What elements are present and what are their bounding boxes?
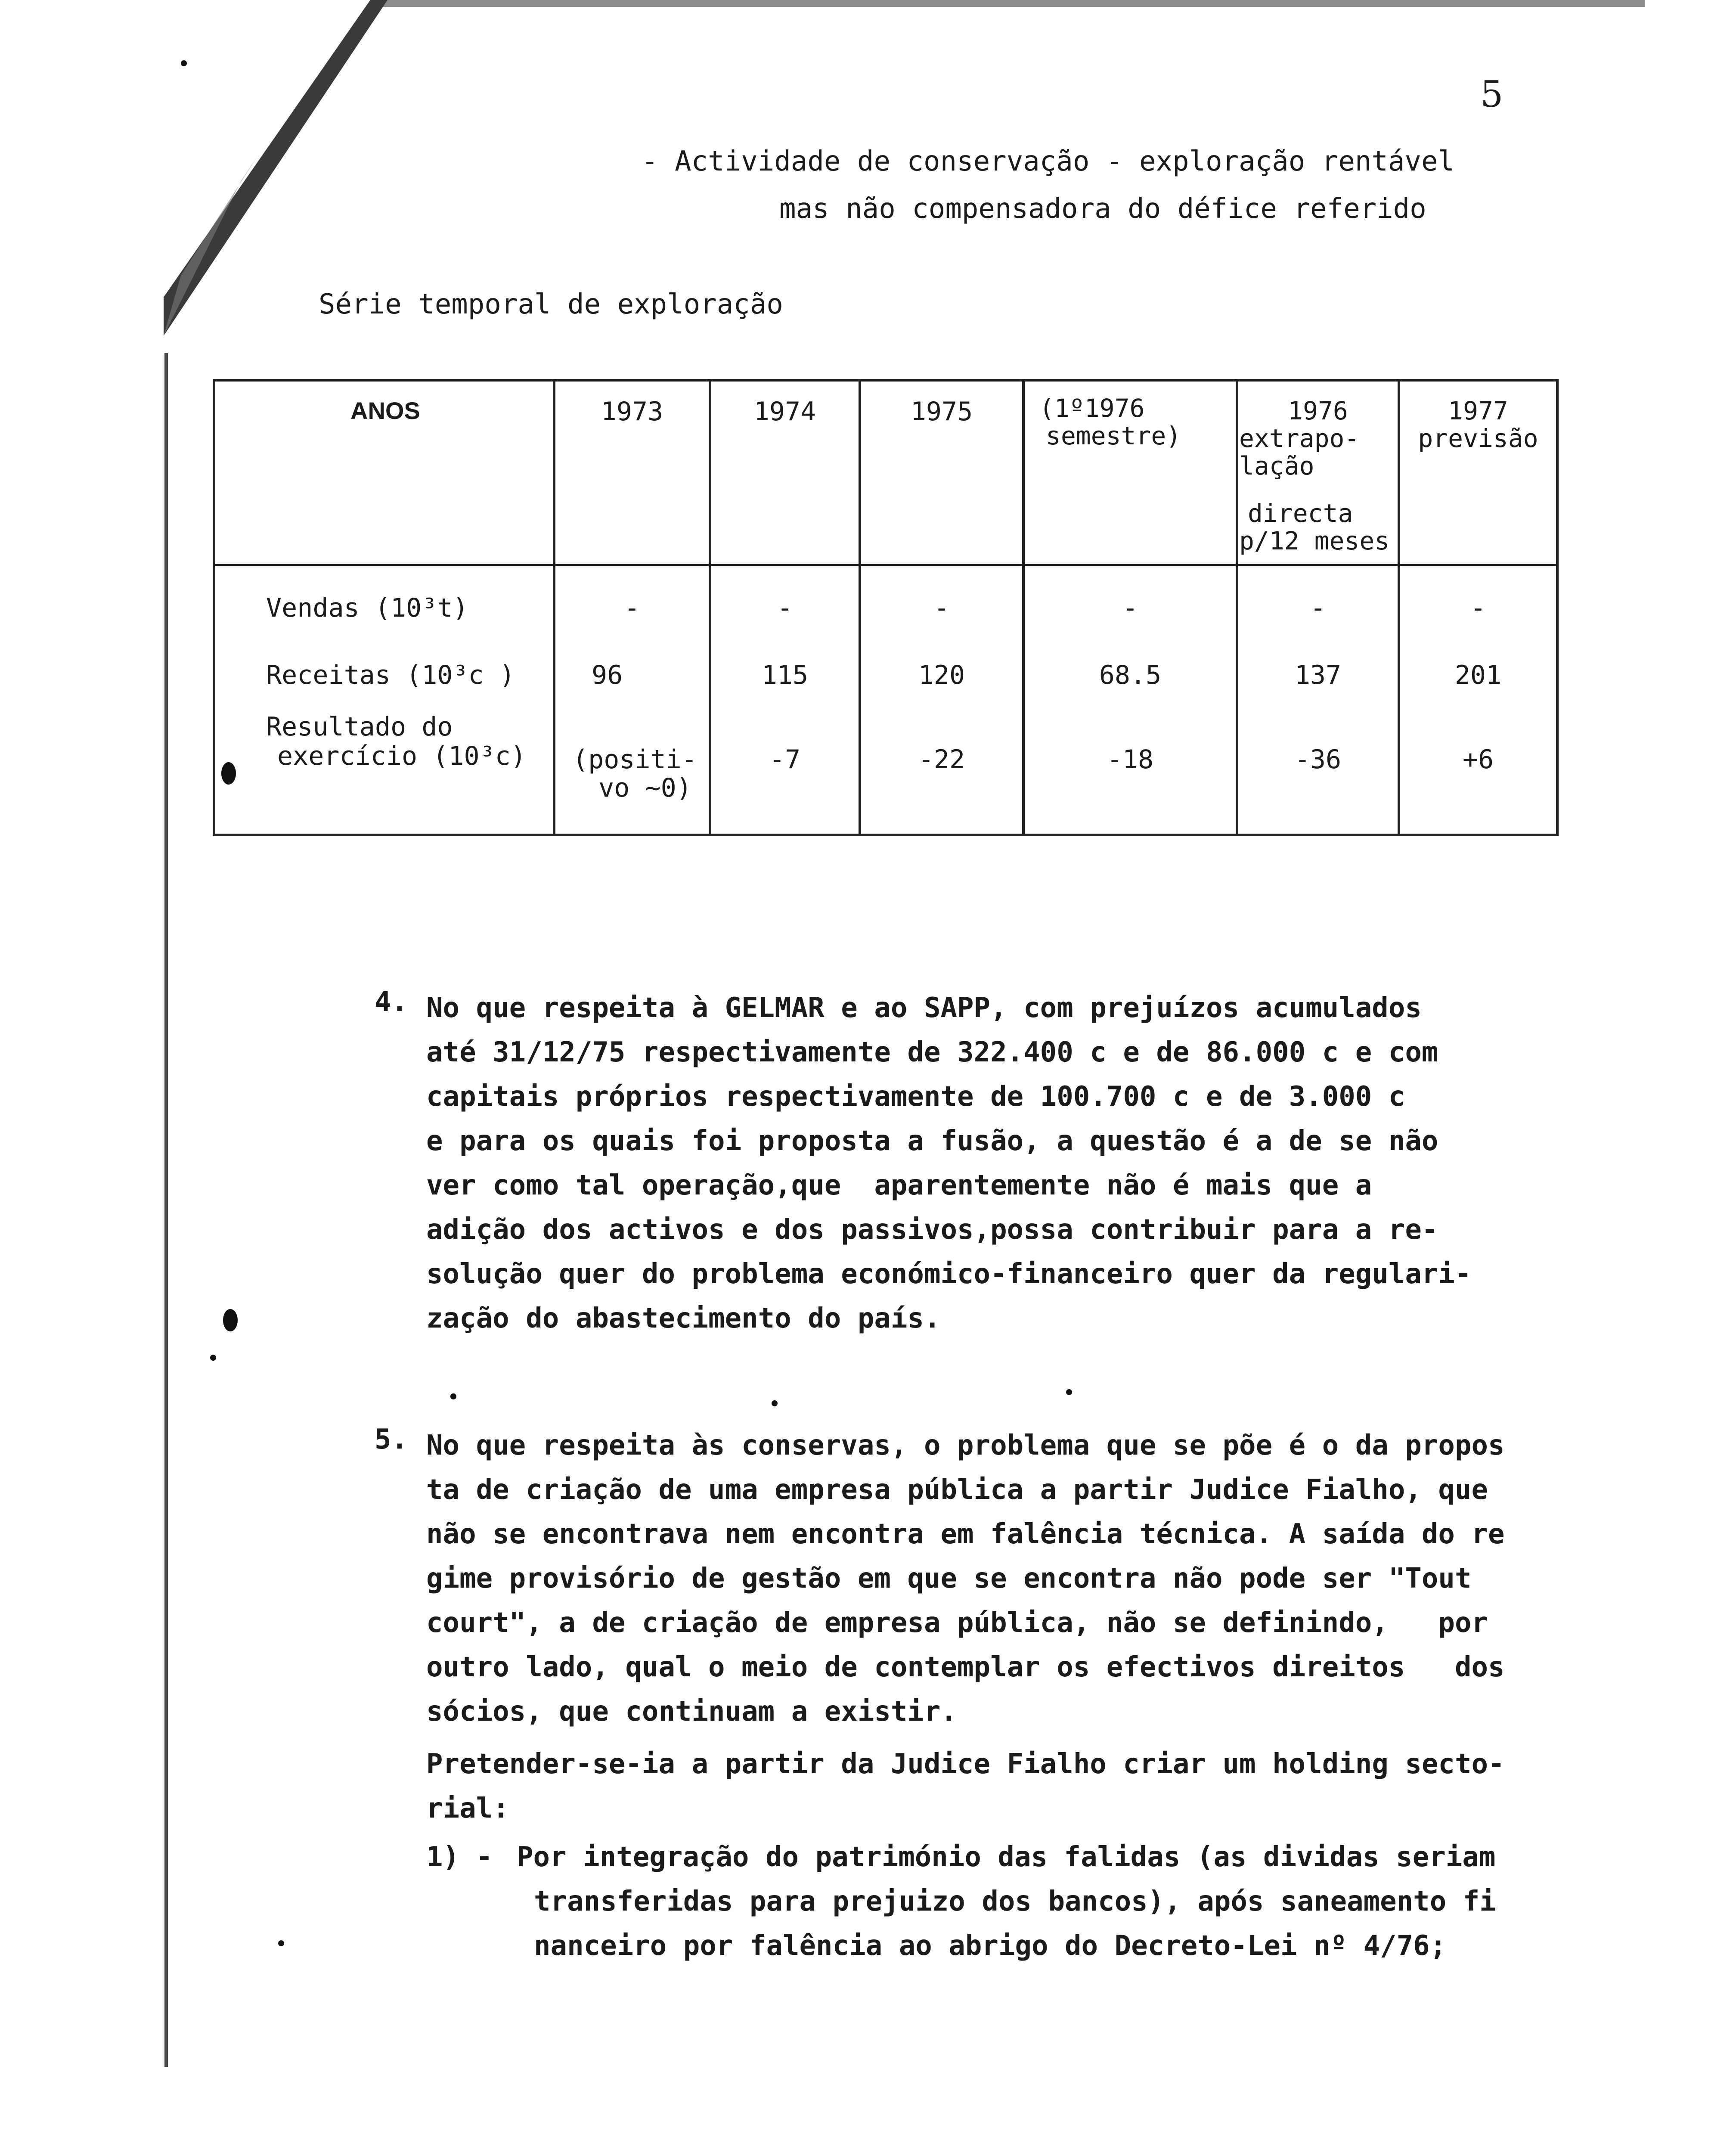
table-rule bbox=[213, 834, 1559, 836]
table-cell: - bbox=[777, 593, 793, 623]
intro-line: - Actividade de conservação - exploração rentável bbox=[642, 146, 1455, 177]
series-title: Série temporal de exploração bbox=[319, 289, 783, 320]
table-cell: 96 bbox=[592, 660, 623, 690]
section-number: 5. bbox=[375, 1424, 408, 1455]
table-cell: +6 bbox=[1462, 745, 1494, 775]
text-line: até 31/12/75 respectivamente de 322.400 c e de 86.000 c e com bbox=[426, 1036, 1438, 1068]
header-1976-extrap: extrapo- bbox=[1239, 424, 1360, 453]
exploration-table bbox=[213, 379, 1559, 836]
table-cell: - bbox=[1122, 593, 1138, 623]
row-label-vendas: Vendas (10³t) bbox=[266, 593, 468, 623]
pretender-paragraph bbox=[426, 1742, 1505, 1831]
scan-speck bbox=[772, 1400, 778, 1406]
header-1977: 1977 bbox=[1448, 396, 1508, 425]
table-cell: - bbox=[624, 593, 640, 623]
text-line: sócios, que continuam a existir. bbox=[426, 1696, 957, 1728]
text-line: não se encontrava nem encontra em falência técnica. A saída do re bbox=[426, 1518, 1505, 1550]
table-cell: -7 bbox=[769, 745, 801, 775]
table-cell: - bbox=[1470, 593, 1486, 623]
text-line: Por integração do património das falidas (as dividas seriam bbox=[517, 1841, 1496, 1873]
table-cell: 115 bbox=[761, 660, 809, 690]
scan-speck bbox=[1066, 1389, 1072, 1395]
row-label-receitas: Receitas (10³c ) bbox=[266, 660, 515, 690]
margin-mark bbox=[223, 1309, 238, 1331]
table-cell: vo ~0) bbox=[583, 773, 692, 803]
table-cell: (positi- bbox=[573, 745, 697, 775]
page-number: 5 bbox=[1480, 73, 1504, 115]
text-line: No que respeita à GELMAR e ao SAPP, com prejuízos acumulados bbox=[426, 992, 1422, 1024]
table-rule bbox=[213, 379, 1559, 382]
table-cell: 201 bbox=[1454, 660, 1502, 690]
header-1976-semester: semestre) bbox=[1031, 421, 1181, 450]
text-line: capitais próprios respectivamente de 100.700 c e de 3.000 c bbox=[426, 1081, 1405, 1113]
text-line: zação do abastecimento do país. bbox=[426, 1303, 941, 1334]
table-cell: - bbox=[933, 593, 950, 623]
table-rule bbox=[1556, 379, 1559, 836]
header-1976-extrap: directa bbox=[1248, 499, 1353, 528]
header-1976-extrap: lação bbox=[1239, 451, 1314, 481]
row-label-resultado: Resultado do bbox=[266, 712, 453, 742]
table-cell: - bbox=[1310, 593, 1326, 623]
text-line: No que respeita às conservas, o problema que se põe é o da propos bbox=[426, 1430, 1505, 1461]
header-anos: ANOS bbox=[350, 397, 420, 424]
row-label-resultado: exercício (10³c) bbox=[277, 741, 526, 771]
text-line: solução quer do problema económico-financeiro quer da regulari- bbox=[426, 1258, 1472, 1290]
header-1973: 1973 bbox=[601, 397, 663, 427]
scan-speck bbox=[181, 60, 187, 66]
table-rule bbox=[213, 564, 1559, 566]
text-line: gime provisório de gestão em que se encontra não pode ser "Tout bbox=[426, 1563, 1472, 1595]
section-number: 4. bbox=[375, 986, 408, 1018]
table-cell: -22 bbox=[918, 745, 965, 775]
scan-shadow-corner bbox=[0, 0, 388, 336]
table-rule bbox=[213, 379, 215, 836]
scan-left-rule bbox=[164, 353, 168, 2067]
text-line: ver como tal operação,que aparentemente não é mais que a bbox=[426, 1170, 1372, 1201]
text-line: outro lado, qual o meio de contemplar os efectivos direitos dos bbox=[426, 1651, 1505, 1683]
table-cell: -18 bbox=[1107, 745, 1154, 775]
text-line: transferidas para prejuizo dos bancos), após saneamento fi bbox=[534, 1886, 1496, 1917]
section-4-paragraph bbox=[426, 986, 1471, 1341]
scan-speck bbox=[210, 1355, 216, 1361]
text-line: rial: bbox=[426, 1793, 509, 1824]
text-line: Pretender-se-ia a partir da Judice Fialho criar um holding secto- bbox=[426, 1748, 1505, 1780]
table-cell: 137 bbox=[1294, 660, 1342, 690]
intro-heading bbox=[642, 138, 1454, 233]
text-line: e para os quais foi proposta a fusão, a questão é a de se não bbox=[426, 1125, 1438, 1157]
table-cell: 68.5 bbox=[1099, 660, 1162, 690]
table-cell: -36 bbox=[1294, 745, 1342, 775]
text-line: court", a de criação de empresa pública, não se definindo, por bbox=[426, 1607, 1488, 1639]
header-1975: 1975 bbox=[910, 397, 973, 427]
header-1976-extrap: 1976 bbox=[1288, 396, 1348, 425]
list-item-1 bbox=[517, 1835, 1496, 1968]
text-line: nanceiro por falência ao abrigo do Decreto-Lei nº 4/76; bbox=[534, 1930, 1447, 1962]
text-line: ta de criação de uma empresa pública a partir Judice Fialho, que bbox=[426, 1474, 1488, 1506]
scan-speck bbox=[450, 1393, 456, 1399]
table-cell: 120 bbox=[918, 660, 965, 690]
section-5-paragraph bbox=[426, 1424, 1505, 1734]
scan-speck bbox=[278, 1940, 284, 1946]
header-1974: 1974 bbox=[753, 397, 816, 427]
list-item-marker: 1) - bbox=[426, 1841, 493, 1873]
header-1977: previsão bbox=[1418, 424, 1538, 453]
intro-line: mas não compensadora do défice referido bbox=[779, 193, 1426, 225]
scan-edge-top bbox=[370, 0, 1645, 7]
header-1976-extrap: p/12 meses bbox=[1239, 526, 1390, 555]
header-1976-semester: (1º1976 bbox=[1039, 394, 1145, 423]
text-line: adição dos activos e dos passivos,possa contribuir para a re- bbox=[426, 1214, 1438, 1246]
